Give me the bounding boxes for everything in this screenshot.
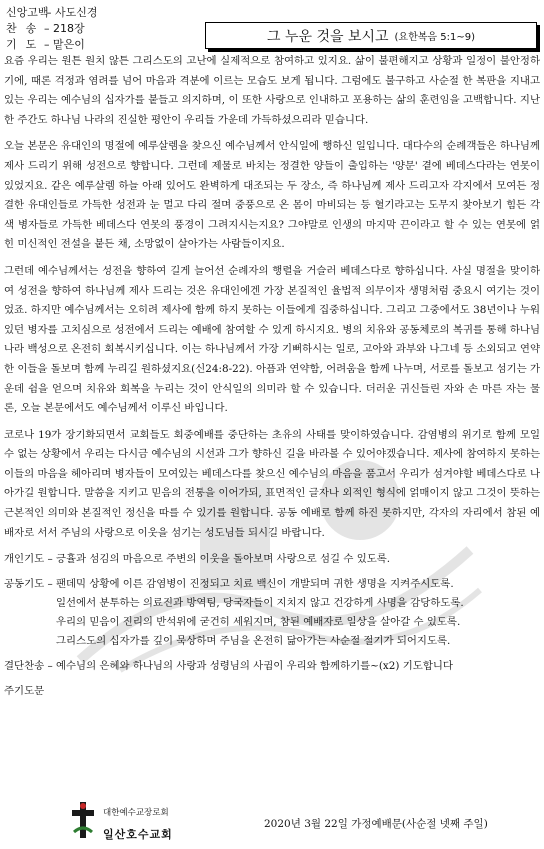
order-of-service xyxy=(6,5,98,53)
prayer-label: 주기도문 xyxy=(4,685,45,698)
prayer-item: 그리스도의 십자가를 깊이 묵상하며 주님을 온전히 닮아가는 사순절 절기가 되어지도록. xyxy=(55,635,451,648)
common-prayer xyxy=(4,575,540,651)
sermon-paragraph: 그런데 예수님께서는 성전을 향하여 길게 늘어선 순례자의 행렬을 거슬러 베데스다로 향하십니다. 사실 명절을 맞이하여 성전을 향하여 하나님께 제사 드리는 것은 유대인에겐 가장 본질적인 율법적 의무이자 생명처럼 중요시 여기는 것이었죠. 하지만 예수님께서는 오히려 제사에 함께 하지 못하는 이들에게 집중하십니다. 그리고 그중에서도 38년이나 누워있던 병자를 고치심으로 성전에서 드리는 예배에 참여할 수 있게 하시지요. 병의 치유와 공동체로의 복귀를 통해 하나님 나라 백성으로 온전히 회복시키십니다. 이는 하나님께서 가장 기뻐하시는 일로, 고아와 과부와 나그네 등 소외되고 연약한 이들을 돌보며 함께 누리길 원하셨지요(신24:8-22). 아픔과 연약함, 어려움을 함께 나누며, 서로를 돌보고 섬기는 가운데 쉼을 얻으며 치유와 회복을 누리는 것이 안식일의 의미라 할 수 있습니다. 더러운 귀신들린 자와 손 마른 자는 물론, 오늘 본문에서도 예수님께서 이루신 바입니다. xyxy=(4,264,540,415)
sermon-paragraph: 오늘 본문은 유대인의 명절에 예루살렘을 찾으신 예수님께서 안식일에 행하신 일입니다. 대다수의 순례객들은 하나님께 제사 드리기 위해 성전으로 향합니다. 그런데 제물로 바치는 정결한 양들이 출입하는 '양문' 곁에 베데스다라는 연못이 있었지요. 같은 예루살렘 하늘 아래 있어도 완벽하게 대조되는 두 장소, 즉 하나님께 제사 드리고자 각지에서 모여든 정결한 유대인들로 가득한 성전과 눈 멀고 다리 절며 중풍으로 온 몸이 마비되는 등 혈기라고는 도무지 찾아보기 힘든 각색 병자들로 가득한 베데스다 연못의 풍경이 그려지시는지요? 그야말로 인생의 마지막 끈이라고 할 수 있는 연못에 얽힌 미신적인 전설을 붙든 채, 소망없이 살아가는 사람들이지요. xyxy=(4,140,540,251)
sermon-body xyxy=(4,52,540,701)
prayer-text: 예수님의 은혜와 하나님의 사랑과 성령님의 사귐이 우리와 함께하기를~(x2) 기도합니다 xyxy=(55,660,453,673)
prayer-label: 결단찬송 – xyxy=(4,660,53,673)
prayer-item: 우리의 믿음이 진리의 반석위에 굳건히 세워지며, 참된 예배자로 일상을 살아갈 수 있도록. xyxy=(55,616,461,629)
common-prayer-list xyxy=(56,575,464,651)
prayer-item: 팬데믹 상황에 이른 감염병이 진정되고 치료 백신이 개발되며 귀한 생명을 지켜주시도록. xyxy=(55,578,454,591)
footer xyxy=(0,790,544,849)
prayer-section xyxy=(4,550,540,701)
service-row-hymn xyxy=(6,21,98,37)
church-name: 일산호수교회 xyxy=(103,828,173,841)
service-key: 기도 xyxy=(6,38,46,51)
sermon-paragraph: 코로나 19가 장기화되면서 교회들도 회중예배를 중단하는 초유의 사태를 맞이하였습니다. 감염병의 위기로 함께 모일 수 없는 상황에서 우리는 다시금 예수님의 시선과 그가 향하신 길을 바라볼 수 있어야겠습니다. 제사에 참여하지 못하는 이들의 마음을 헤아리며 병자들이 모여있는 베데스다를 찾으신 예수님의 마음을 품고서 우리가 섬겨야할 베데스다로 나아가길 원합니다. 말씀을 지키고 믿음의 전통을 이어가되, 표면적인 글자나 외적인 형식에 얽매이지 않고 그것이 뜻하는 근본적인 의미와 본질적인 정신을 따를 수 있기를 원합니다. 공동 예배로 함께 하진 못하지만, 각자의 자리에서 참된 예배자로 서서 주님의 사랑으로 이웃을 섬기는 성도님들 되시길 바랍니다. xyxy=(4,428,540,539)
prayer-text: 긍휼과 섬김의 마음으로 주변의 이웃을 돌아보며 사랑으로 섬길 수 있도록. xyxy=(55,553,391,566)
service-date: 2020년 3월 22일 가정예배문(사순절 넷째 주일) xyxy=(264,818,488,830)
prayer-label: 개인기도 – xyxy=(4,553,53,566)
sermon-title: 그 누운 것을 보시고 xyxy=(266,28,389,45)
service-key: 찬송 xyxy=(6,22,46,35)
scripture-reference: (요한복음 5:1~9) xyxy=(394,32,475,43)
sermon-title-box xyxy=(205,22,537,49)
personal-prayer xyxy=(4,550,540,569)
service-value: – 218장 xyxy=(44,22,85,35)
service-key: 신앙고백 xyxy=(6,6,49,19)
lords-prayer xyxy=(4,682,540,701)
denomination: 대한예수교장로회 xyxy=(103,808,169,818)
service-value: – 맡은이 xyxy=(44,38,85,51)
prayer-item: 일선에서 분투하는 의료진과 방역팀, 당국자들이 지치지 않고 건강하게 사명을 감당하도록. xyxy=(55,597,464,610)
service-row-prayer xyxy=(6,37,98,53)
prayer-label: 공동기도 – xyxy=(4,578,53,591)
service-row-creed xyxy=(6,5,98,21)
church-cross-logo-icon xyxy=(72,802,94,838)
closing-hymn xyxy=(4,657,540,676)
service-value: – 사도신경 xyxy=(46,6,98,19)
sermon-paragraph: 요즘 우리는 원튼 원치 않튼 그리스도의 고난에 실제적으로 참여하고 있지요. 삶이 불편해지고 상황과 일정이 불안정하기에, 때론 걱정과 염려를 넘어 마음과 격분에 이르는 모습도 보게 됩니다. 그럼에도 불구하고 사순절 한 복판을 지내고 있는 우리는 예수님의 십자가를 붙들고 의지하며, 이 또한 사랑으로 인내하고 포용하는 삶의 훈련임을 고백합니다. 지난 한 주간도 하나님 나라의 진실한 평안이 우리들 가운데 가득하셨으리라 믿습니다. xyxy=(4,55,540,126)
